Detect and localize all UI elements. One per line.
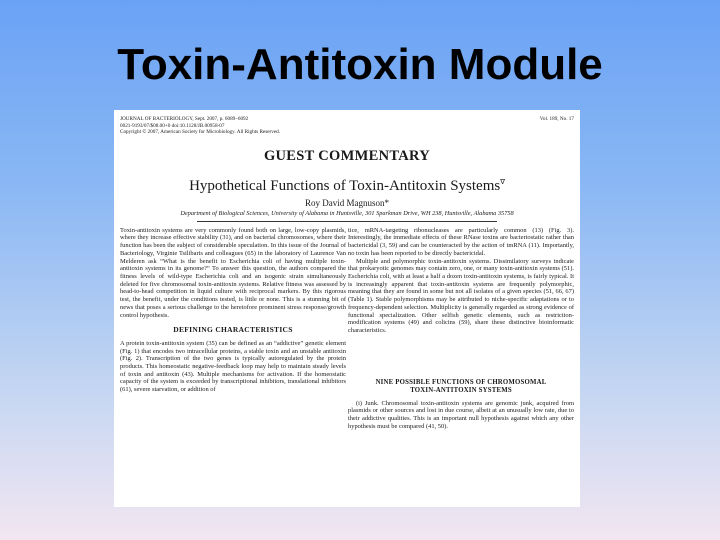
nine-functions-heading [348,379,574,395]
divider-rule [197,221,497,222]
left-para-2: A protein toxin-antitoxin system (35) can be defined as an “addictive” genetic element (Fig. 1) that encodes two intracellular proteins, a stable toxin and an unstable antitoxin (Fig. 2). Transcription of the two genes is typically autoregulated by the protein products. This homeostatic negative-feedback loop may help to maintain steady levels of toxin and antitoxin (43). Multiple mechanisms for activation. If the homeostatic capacity of the system is exceeded by transcriptional inhibitors, translational inhibitors (61), severe starvation, or addition of [120,339,346,394]
figure-gap [348,335,574,379]
journal-line-3: Copyright © 2007, American Society for Microbiology. All Rights Reserved. [120,129,281,136]
author-name: Roy David Magnuson* [305,197,389,208]
right-para-3: (i) Junk. Chromosomal toxin-antitoxin systems are genomic junk, acquired from plasmids or other sources and lost in due course, albeit at an unusually low rate, due to their addictive qualities. This is an important null hypothesis against which any other hypothesis must be compared (41, 50). [348,399,574,430]
article-page-image [114,110,580,507]
nine-functions-heading-line-2: TOXIN-ANTITOXIN SYSTEMS [410,386,512,394]
left-para-1: Toxin-antitoxin systems are very commonly found both on large, low-copy plasmids, where they increase effective stability (31), and on bacterial chromosomes, where their function has been the subject of considerable speculation. In this issue of the Journal of Bacteriology, Virginie Tsilibaris and colleagues (65) in the laboratory of Laurence Van Melderen ask “What is the benefit to Escherichia coli of having multiple toxin-antitoxin systems in its genome?” To answer this question, the authors compared the fitness levels of wild-type Escherichia coli and an isogenic strain simultaneously deleted for five chromosomal toxin-antitoxin systems. Relative fitness was assessed by head-to-head competition in liquid culture with reciprocal markers. By this rigorous test, the benefit, under the conditions tested, is little or none. This is a stunning bit of news that poses a serious challenge to the heretofore prominent stress response/growth control hypothesis. [120,226,346,319]
article-title [120,178,574,195]
defining-characteristics-heading: DEFINING CHARACTERISTICS [173,325,293,335]
article-title-mark: ∇ [500,177,505,186]
journal-line-2: 0021-9193/07/$08.00+0 doi:10.1128/JB.00958-07 [120,122,225,129]
right-column [348,227,574,431]
journal-line-1: JOURNAL OF BACTERIOLOGY, Sept. 2007, p. 6089–6092 [120,116,249,122]
nine-functions-heading-line-1: NINE POSSIBLE FUNCTIONS OF CHROMOSOMAL [375,378,547,386]
section-label: GUEST COMMENTARY [263,147,431,164]
article-title-text: Hypothetical Functions of Toxin-Antitoxin Systems [189,177,501,194]
author-affiliation: Department of Biological Sciences, University of Alabama in Huntsville, 301 Sparkman Drive, WH 238, Huntsville, Alabama 35758 [180,209,514,217]
slide-title: Toxin-Antitoxin Module [117,40,603,89]
volume-label: Vol. 189, No. 17 [539,116,574,122]
left-column [120,227,346,431]
journal-header [120,116,574,136]
article-body [120,227,574,431]
right-para-1: tice, mRNA-targeting ribonucleases are particularly common (13) (Fig. 3). Interestingly, the immediate effects of these RNase toxins are bacteriostatic rather than bactericidal (3, 59) and can be counteracted by the action of tmRNA (11). Importantly, no toxin has been reported to be directly bactericidal. [348,226,574,257]
right-para-2: Multiple and polymorphic toxin-antitoxin systems. Dissimilatory surveys indicate that prokaryotic genomes may contain zero, one, or many toxin-antitoxin systems (51). Escherichia coli, with at least a half a dozen toxin-antitoxin systems, is fairly typical. It is increasingly apparent that toxin-antitoxin systems are frequently polymorphic, meaning that they are found in some but not all isolates of a given species (51, 66, 67) (Table 1). Stable polymorphisms may be attributed to niche-specific adaptations or to frequency-dependent selection. Multiplicity is generally regarded as strong evidence of functional specialization. Other selfish genetic elements, such as restriction-modification systems (49) and colicins (59), share these distinctive bioinformatic characteristics. [348,257,574,334]
